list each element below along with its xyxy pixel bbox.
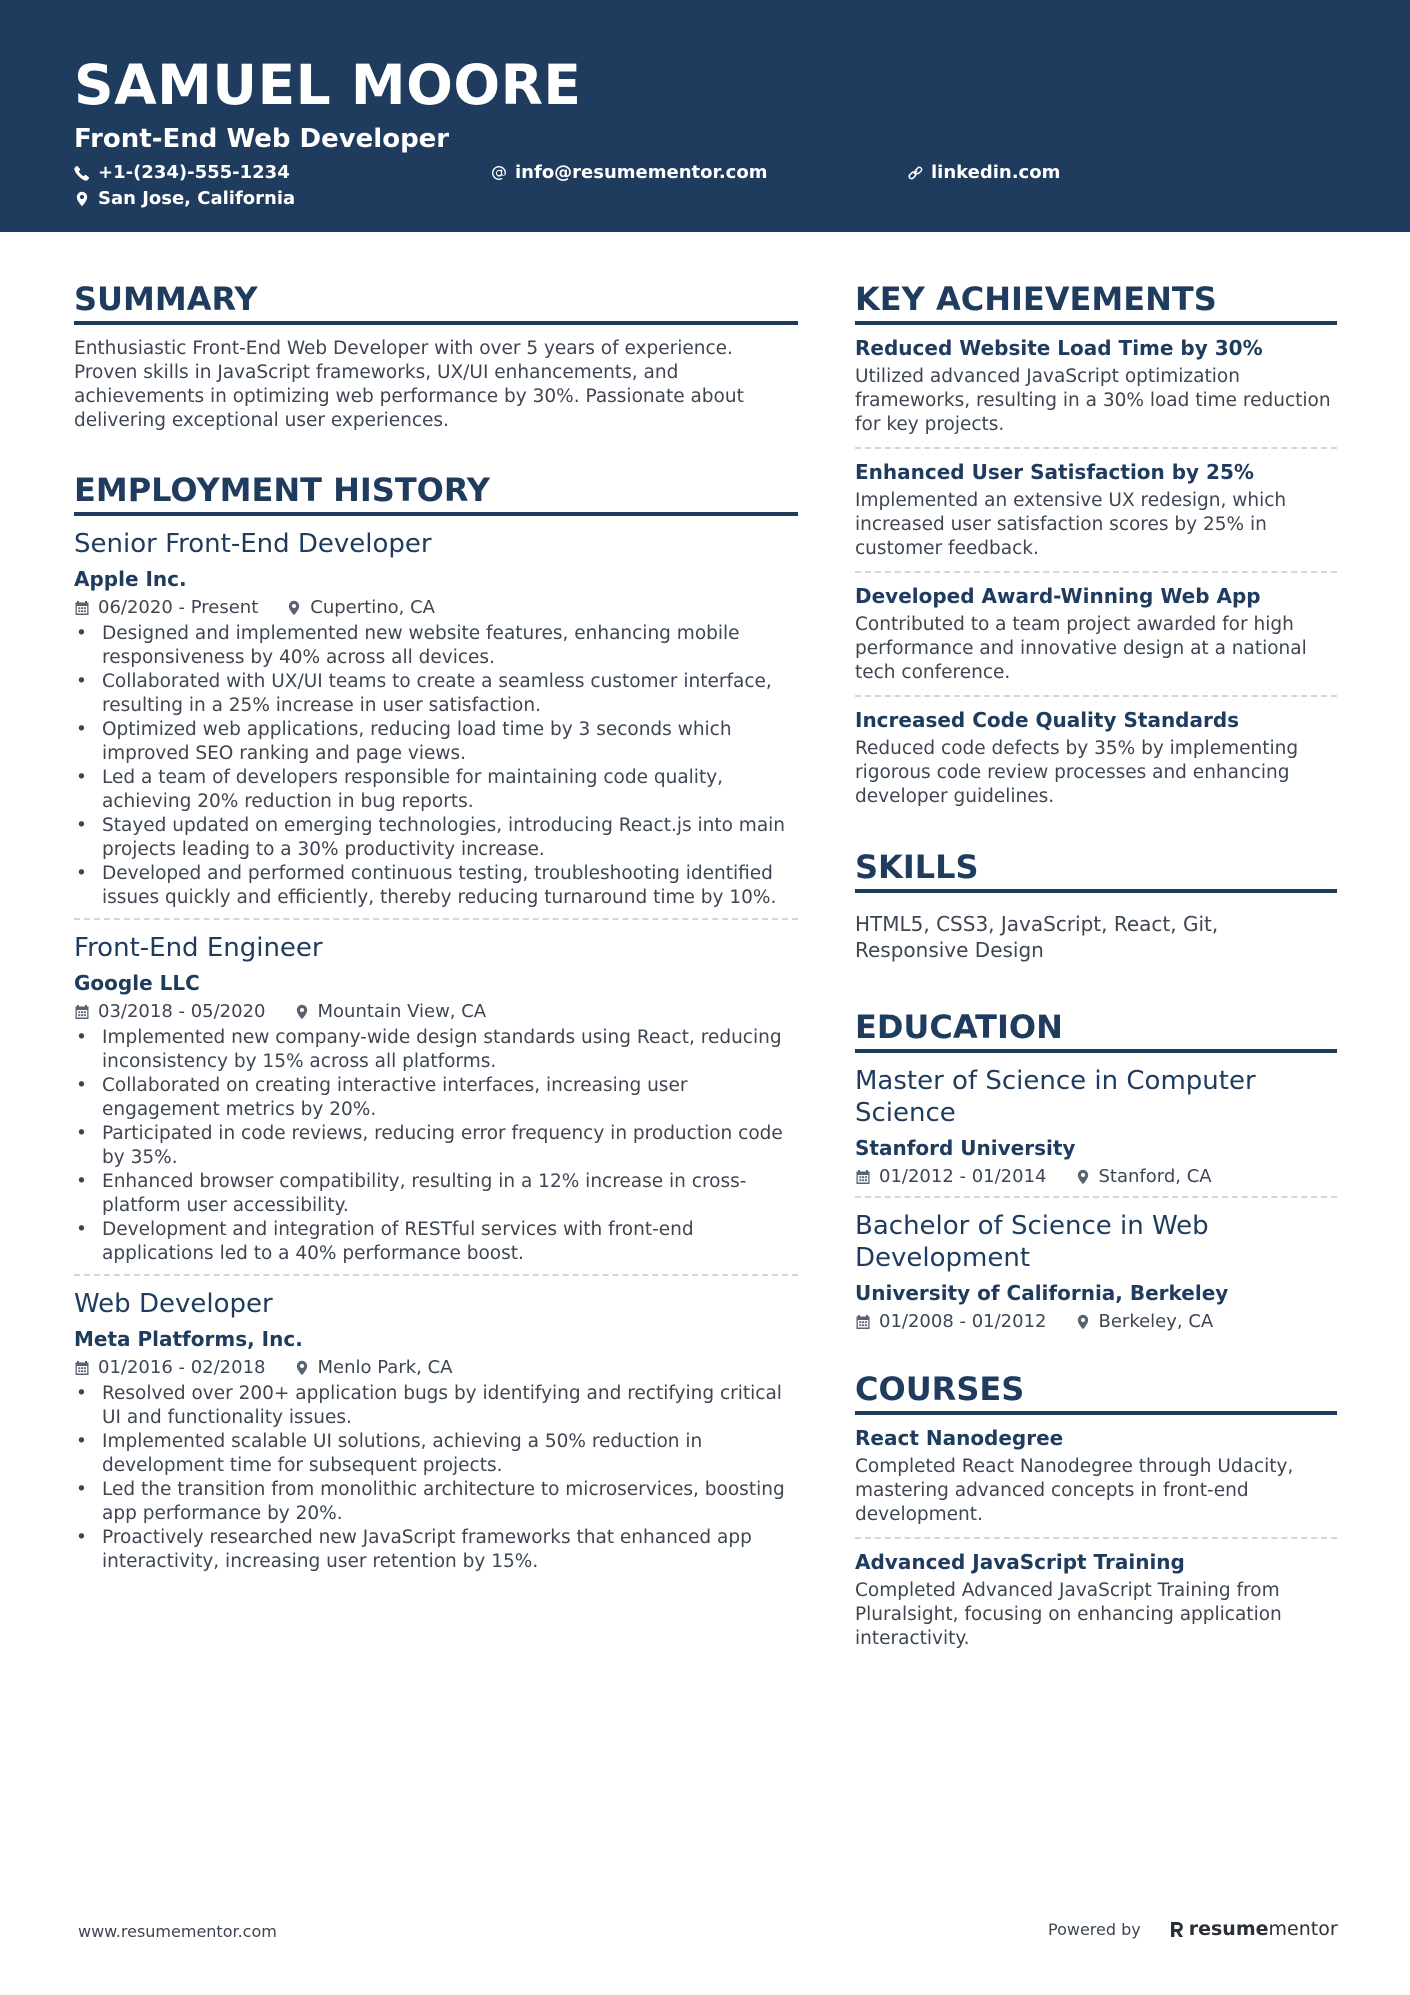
education-location xyxy=(1075,1311,1214,1333)
achievement-text: Reduced code defects by 35% by implementing rigorous code review processes and enhancing developer guidelines. xyxy=(855,738,1299,807)
map-pin-icon xyxy=(294,1004,310,1020)
summary-text: Enthusiastic Front-End Web Developer with over 5 years of experience. Proven skills in JavaScript frameworks, UX/UI enhancements, and achievements in optimizing web performance by 30%. Passionate about delivering exceptional user experiences. xyxy=(74,338,744,431)
courses-list xyxy=(855,1415,1337,1661)
courses-heading: COURSES xyxy=(855,1373,1337,1415)
education-location-text: Stanford, CA xyxy=(1098,1166,1212,1187)
map-pin-icon xyxy=(74,191,90,207)
achievements-heading: KEY ACHIEVEMENTS xyxy=(855,283,1337,325)
achievement-item xyxy=(855,697,1337,819)
achievement-item xyxy=(855,325,1337,449)
job-company: Meta Platforms, Inc. xyxy=(74,1327,303,1351)
achievement-text: Implemented an extensive UX redesign, which increased user satisfaction scores by 25% in customer feedback. xyxy=(855,490,1287,559)
phone-text: +1-(234)-555-1234 xyxy=(98,162,290,183)
education-meta xyxy=(855,1311,1337,1333)
job-bullet: • Developed and performed continuous testing, troubleshooting identified issues quickly and efficiently, thereby reducing turnaround time by 10%. xyxy=(74,862,798,910)
phone-icon xyxy=(74,165,90,181)
job-location xyxy=(294,1001,487,1023)
job-title: Web Developer xyxy=(74,1289,273,1319)
at-icon xyxy=(491,165,507,181)
education-location-text: Berkeley, CA xyxy=(1098,1311,1214,1332)
course-title: Advanced JavaScript Training xyxy=(855,1550,1185,1574)
course-text: Completed Advanced JavaScript Training from Pluralsight, focusing on enhancing application interactivity. xyxy=(855,1580,1282,1649)
job-bullets xyxy=(74,1382,798,1574)
achievement-text: Utilized advanced JavaScript optimization frameworks, resulting in a 30% load time reduction for key projects. xyxy=(855,366,1331,435)
course-item xyxy=(855,1415,1337,1539)
calendar-icon xyxy=(74,600,90,616)
job-bullet: • Led the transition from monolithic architecture to microservices, boosting app performance by 20%. xyxy=(74,1478,798,1526)
education-heading: EDUCATION xyxy=(855,1011,1337,1053)
calendar-icon xyxy=(855,1314,871,1330)
job-bullet: • Implemented scalable UI solutions, achieving a 50% reduction in development time for subsequent projects. xyxy=(74,1430,798,1478)
contact-location xyxy=(74,190,295,208)
map-pin-icon xyxy=(1075,1314,1091,1330)
job-bullet: • Resolved over 200+ application bugs by identifying and rectifying critical UI and functionality issues. xyxy=(74,1382,798,1430)
course-item xyxy=(855,1539,1337,1661)
job-dates: 03/2018 - 05/2020 xyxy=(98,1001,266,1022)
brand-name-light: mentor xyxy=(1268,1918,1338,1940)
resumementor-logo-icon xyxy=(1169,1920,1185,1938)
education-item xyxy=(855,1198,1337,1333)
powered-by-label: Powered by xyxy=(1048,1919,1141,1939)
email-text: info@resumementor.com xyxy=(515,162,768,183)
achievement-item xyxy=(855,449,1337,573)
job-bullet: • Development and integration of RESTful services with front-end applications led to a 40% performance boost. xyxy=(74,1218,798,1266)
job-bullet: • Proactively researched new JavaScript frameworks that enhanced app interactivity, increasing user retention by 15%. xyxy=(74,1526,798,1574)
contact-phone xyxy=(74,164,290,182)
job-title: Senior Front-End Developer xyxy=(74,529,432,559)
contact-email[interactable] xyxy=(491,164,767,182)
achievement-title: Increased Code Quality Standards xyxy=(855,708,1240,732)
achievement-item xyxy=(855,573,1337,697)
summary-heading: SUMMARY xyxy=(74,283,798,325)
achievement-title: Enhanced User Satisfaction by 25% xyxy=(855,460,1254,484)
job-meta xyxy=(74,597,798,619)
job-bullet: • Collaborated with UX/UI teams to create a seamless customer interface, resulting in a 25% increase in user satisfaction. xyxy=(74,670,798,718)
jobs-list xyxy=(74,516,798,1574)
job-bullet: • Optimized web applications, reducing load time by 3 seconds which improved SEO ranking and page views. xyxy=(74,718,798,766)
job-location-text: Mountain View, CA xyxy=(317,1001,487,1022)
job-location xyxy=(286,597,435,619)
job-company: Apple Inc. xyxy=(74,567,187,591)
map-pin-icon xyxy=(294,1360,310,1376)
achievements-list xyxy=(855,325,1337,819)
job-bullet: • Collaborated on creating interactive interfaces, increasing user engagement metrics by 20%. xyxy=(74,1074,798,1122)
education-item xyxy=(855,1053,1337,1198)
candidate-title: Front-End Web Developer xyxy=(74,124,450,154)
education-dates: 01/2008 - 01/2012 xyxy=(879,1311,1047,1332)
job-entry xyxy=(74,516,798,920)
job-bullet: • Enhanced browser compatibility, resulting in a 12% increase in cross-platform user accessibility. xyxy=(74,1170,798,1218)
job-bullet: • Designed and implemented new website features, enhancing mobile responsiveness by 40% across all devices. xyxy=(74,622,798,670)
footer-powered xyxy=(1048,1918,1338,1940)
calendar-icon xyxy=(74,1004,90,1020)
job-entry xyxy=(74,920,798,1276)
job-bullets xyxy=(74,1026,798,1266)
footer-website[interactable]: www.resumementor.com xyxy=(78,1922,277,1941)
left-column xyxy=(74,280,798,1574)
calendar-icon xyxy=(855,1169,871,1185)
job-bullet: • Led a team of developers responsible for maintaining code quality, achieving 20% reduction in bug reports. xyxy=(74,766,798,814)
job-bullets xyxy=(74,622,798,910)
education-degree: Bachelor of Science in Web Development xyxy=(855,1211,1209,1273)
brand-name-bold: resume xyxy=(1188,1918,1269,1940)
job-location-text: Menlo Park, CA xyxy=(317,1357,453,1378)
education-school: University of California, Berkeley xyxy=(855,1281,1229,1305)
job-meta xyxy=(74,1357,798,1379)
job-bullet: • Participated in code reviews, reducing error frequency in production code by 35%. xyxy=(74,1122,798,1170)
education-list xyxy=(855,1053,1337,1333)
achievement-title: Developed Award-Winning Web App xyxy=(855,584,1261,608)
job-dates: 06/2020 - Present xyxy=(98,597,259,618)
employment-heading: EMPLOYMENT HISTORY xyxy=(74,474,798,516)
map-pin-icon xyxy=(286,600,302,616)
resume-header xyxy=(0,0,1410,232)
brand-logo xyxy=(1169,1918,1338,1940)
achievement-title: Reduced Website Load Time by 30% xyxy=(855,336,1263,360)
right-column xyxy=(855,280,1337,1661)
linkedin-text: linkedin.com xyxy=(931,162,1061,183)
course-text: Completed React Nanodegree through Udacity, mastering advanced concepts in front-end development. xyxy=(855,1456,1294,1525)
map-pin-icon xyxy=(1075,1169,1091,1185)
contact-linkedin[interactable] xyxy=(907,164,1060,182)
job-company: Google LLC xyxy=(74,971,200,995)
job-dates: 01/2016 - 02/2018 xyxy=(98,1357,266,1378)
job-meta xyxy=(74,1001,798,1023)
achievement-text: Contributed to a team project awarded for high performance and innovative design at a national tech conference. xyxy=(855,614,1307,683)
candidate-name: SAMUEL MOORE xyxy=(74,53,582,117)
link-icon xyxy=(907,165,923,181)
job-title: Front-End Engineer xyxy=(74,933,323,963)
job-location xyxy=(294,1357,453,1379)
skills-heading: SKILLS xyxy=(855,851,1337,893)
education-school: Stanford University xyxy=(855,1136,1076,1160)
job-bullet: • Implemented new company-wide design standards using React, reducing inconsistency by 15% across all platforms. xyxy=(74,1026,798,1074)
job-entry xyxy=(74,1276,798,1574)
course-title: React Nanodegree xyxy=(855,1426,1064,1450)
education-location xyxy=(1075,1166,1212,1188)
calendar-icon xyxy=(74,1360,90,1376)
education-degree: Master of Science in Computer Science xyxy=(855,1066,1256,1128)
job-location-text: Cupertino, CA xyxy=(310,597,435,618)
location-text: San Jose, California xyxy=(98,188,296,209)
job-bullet: • Stayed updated on emerging technologies, introducing React.js into main projects leading to a 30% productivity increase. xyxy=(74,814,798,862)
education-meta xyxy=(855,1166,1337,1188)
education-dates: 01/2012 - 01/2014 xyxy=(879,1166,1047,1187)
skills-text: HTML5, CSS3, JavaScript, React, Git, Responsive Design xyxy=(855,912,1219,962)
